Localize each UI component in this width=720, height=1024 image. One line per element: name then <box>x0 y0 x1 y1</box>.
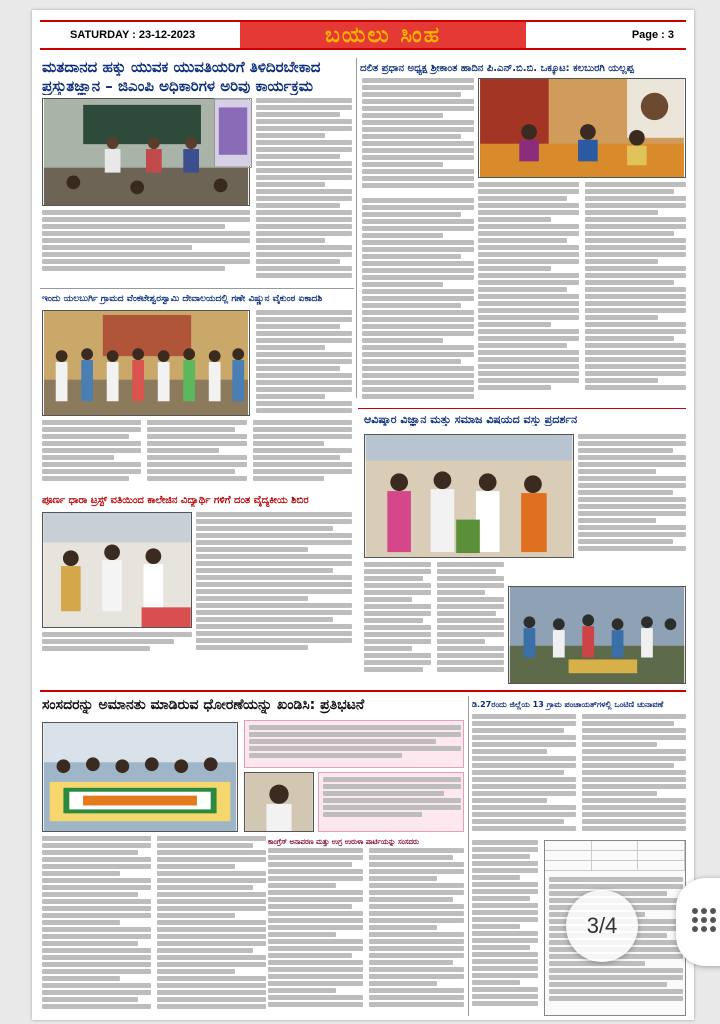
protest-quote-text <box>323 777 461 829</box>
protest-subhead: ಕಾಂಗ್ರೆಸ್ ಅನಾವರಣ ಮತ್ತು ಉಗ್ರ ಉರುಳಾ ಪಾರ್ಟಿಯನ್ನು ಸಂಸದರು <box>268 838 419 846</box>
photo-exhibition-lamp <box>364 434 574 558</box>
headline-dental-camp: ಪೂರ್ಣ ಧಾರಾ ಟ್ರಸ್ಟ್ ವತಿಯಿಂದ ಕಾಲೇಜಿನ ವಿದ್ಯಾರ್ಥಿ ಗಳಿಗೆ ದಂತ ವೈದ್ಯಕೀಯ ಶಿಬಿರ <box>42 495 309 506</box>
issue-date: SATURDAY : 23-12-2023 <box>70 29 196 41</box>
column-divider <box>356 58 357 398</box>
protest-highlight-box <box>244 720 464 768</box>
protest-highlight-text <box>249 725 461 765</box>
headline-science-exhibition: ಆವಿಷ್ಕಾರ ವಿಜ್ಞಾನ ಮತ್ತು ಸಮಾಜ ವಿಷಯದ ವಸ್ತು ಪ್ರದರ್ಶನ <box>364 413 578 426</box>
masthead <box>40 20 686 50</box>
article-exhibition-col <box>578 434 686 558</box>
newspaper-page <box>32 10 694 1020</box>
article-dalit-cols-left <box>362 198 474 408</box>
photo-speaker <box>244 772 314 832</box>
photo-dental-camp <box>42 512 192 628</box>
article-bypoll-body <box>472 714 686 836</box>
section-rule-red-2 <box>40 690 686 692</box>
page-number: Page : 3 <box>631 29 674 41</box>
article-protest-body-2 <box>268 848 464 1016</box>
article-dalit-cols <box>478 182 686 402</box>
headline-temple: ಇಂದು ಯಲಬುರ್ಗಿ ಗ್ರಾಮದ ವೆಂಕಟೇಶ್ವರಸ್ವಾಮಿ ದೇವಾಲಯದಲ್ಲಿ ಗಣೇ ವಿಷ್ಣುನ ವೈಕುಂಠ ಏಕಾದಶಿ <box>42 294 323 304</box>
menu-handle[interactable] <box>676 878 720 966</box>
photo-dalit-meeting <box>478 78 686 178</box>
article-dalit-body <box>362 78 474 194</box>
page-indicator[interactable]: 3/4 <box>566 890 638 962</box>
newspaper-title: ಬಯಲು ಸಿಂಹ <box>240 22 526 48</box>
photo-exhibition-students <box>508 586 686 684</box>
section-rule-red <box>358 408 686 409</box>
article-temple-col <box>256 310 352 416</box>
article-protest-body <box>42 836 266 1016</box>
dental-photo-caption <box>42 632 192 658</box>
article-dental-col <box>196 512 352 658</box>
headline-voting: ಮತದಾನದ ಹಕ್ಕು ಯುವಕ ಯುವತಿಯರಿಗೆ ತಿಳಿದಿರಬೇಕಾದ <box>42 58 321 76</box>
photo-temple-group <box>42 310 250 416</box>
section-rule <box>40 288 354 289</box>
article-exhibition-body <box>364 562 504 682</box>
article-voting-body <box>42 210 250 282</box>
grid-dots-icon <box>692 908 716 932</box>
article-bypoll-col <box>472 840 538 1016</box>
article-temple-body <box>42 420 352 488</box>
headline-dalit-president: ದಲಿತ ಪ್ರಧಾನ ಅಧ್ಯಕ್ಷ ಶ್ರೀಕಾಂತ ಹಾದಿನ ಪಿ.ಎನ್.ಬಿ.ಬಿ. ಒಕ್ಕೂಟ: ಕಲಬುರಗಿ ಯಲ್ಲಪ್ಪ <box>360 63 634 74</box>
photo-banner-poster <box>214 98 252 168</box>
column-divider-2 <box>468 696 469 1016</box>
headline-voting-2: ಪ್ರಸ್ತುತಜ್ಞಾನ – ಜಿಎಂಪಿ ಅಧಿಕಾರಿಗಳ ಅರಿವು ಕಾರ್ಯಕ್ರಮ <box>42 77 313 95</box>
article-voting-col <box>256 98 352 282</box>
headline-protest: ಸಂಸದರನ್ನು ಅಮಾನತು ಮಾಡಿರುವ ಧೋರಣೆಯನ್ನು ಖಂಡಿಸಿ: ಪ್ರತಿಭಟನೆ <box>42 697 365 713</box>
headline-bypoll: ಡಿ.27ರಂದು ಜಿಲ್ಲೆಯ 13 ಗ್ರಾಮ ಪಂಚಾಯತ್‌ಗಳಲ್ಲಿ ಒಂಟಿಣಿ ಚುನಾವಣೆ <box>472 700 664 709</box>
photo-protest <box>42 722 238 832</box>
protest-quote-box <box>318 772 464 832</box>
